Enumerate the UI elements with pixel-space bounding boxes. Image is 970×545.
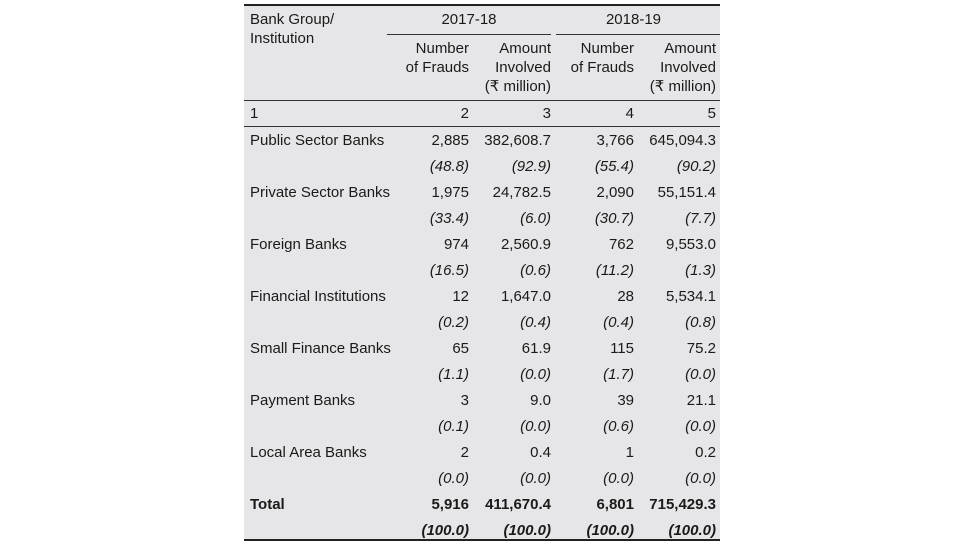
year-header-2018-19: 2018-19 — [605, 11, 662, 28]
percent-cell: (1.7) — [603, 366, 634, 383]
percent-cell: (0.0) — [438, 470, 469, 487]
bank-group-header: Bank Group/ Institution — [250, 11, 335, 47]
percent-cell: (6.0) — [520, 210, 551, 227]
row-label-payment-banks: Payment Banks — [250, 392, 356, 409]
year-header-2017-18: 2017-18 — [441, 11, 497, 28]
percent-cell: (1.1) — [438, 366, 469, 383]
row-label-small-finance-banks: Small Finance Banks — [250, 340, 391, 357]
percent-cell: (0.0) — [685, 366, 716, 383]
total-cell: 411,670.4 — [485, 496, 551, 513]
percent-cell: (33.4) — [429, 210, 469, 227]
total-cell: 5,916 — [431, 496, 469, 513]
total-percent-cell: (100.0) — [586, 522, 634, 539]
table-cell: 3,766 — [596, 132, 634, 149]
table-cell: 382,608.7 — [484, 132, 551, 149]
percent-cell: (7.7) — [685, 210, 716, 227]
table-cell: 115 — [610, 340, 634, 357]
table-cell: 12 — [452, 288, 469, 305]
col-number-rule — [244, 126, 720, 127]
col-number: 2 — [460, 105, 469, 122]
number-of-frauds-header: Number of Frauds — [570, 40, 634, 76]
row-label-local-area-banks: Local Area Banks — [250, 444, 367, 461]
row-label-private-sector-banks: Private Sector Banks — [250, 184, 391, 201]
table-cell: 61.9 — [521, 340, 551, 357]
total-percent-cell: (100.0) — [503, 522, 551, 539]
percent-cell: (0.0) — [685, 470, 716, 487]
percent-cell: (90.2) — [676, 158, 716, 175]
table-cell: 5,534.1 — [665, 288, 716, 305]
table-cell: 3 — [460, 392, 469, 409]
top-rule — [244, 4, 720, 6]
amount-involved-header: Amount Involved (₹ million) — [649, 40, 716, 95]
header-rule — [244, 100, 720, 101]
percent-cell: (1.3) — [685, 262, 716, 279]
table-cell: 645,094.3 — [649, 132, 716, 149]
number-of-frauds-header: Number of Frauds — [405, 40, 469, 76]
col-number: 3 — [542, 105, 551, 122]
percent-cell: (0.0) — [685, 418, 716, 435]
percent-cell: (0.2) — [438, 314, 469, 331]
table-cell: 9.0 — [530, 392, 551, 409]
percent-cell: (0.0) — [520, 418, 551, 435]
total-cell: 6,801 — [596, 496, 634, 513]
percent-cell: (55.4) — [594, 158, 634, 175]
fraud-table — [244, 4, 720, 541]
percent-cell: (16.5) — [429, 262, 469, 279]
percent-cell: (0.1) — [438, 418, 469, 435]
row-label-total: Total — [250, 496, 285, 513]
table-cell: 39 — [617, 392, 634, 409]
percent-cell: (0.4) — [603, 314, 634, 331]
total-cell: 715,429.3 — [649, 496, 716, 513]
table-cell: 0.4 — [530, 444, 551, 461]
table-cell: 2,090 — [596, 184, 634, 201]
col-number: 1 — [250, 105, 259, 122]
table-cell: 9,553.0 — [665, 236, 716, 253]
row-label-public-sector-banks: Public Sector Banks — [250, 132, 385, 149]
table-cell: 1,647.0 — [500, 288, 551, 305]
table-cell: 2,885 — [431, 132, 469, 149]
year-underline-2017-18 — [387, 34, 551, 35]
year-underline-2018-19 — [556, 34, 720, 35]
row-label-foreign-banks: Foreign Banks — [250, 236, 347, 253]
percent-cell: (30.7) — [594, 210, 634, 227]
table-cell: 75.2 — [686, 340, 716, 357]
table-cell: 2 — [460, 444, 469, 461]
table-cell: 55,151.4 — [657, 184, 716, 201]
percent-cell: (0.0) — [603, 470, 634, 487]
percent-cell: (0.8) — [685, 314, 716, 331]
col-number: 5 — [707, 105, 716, 122]
percent-cell: (0.0) — [520, 470, 551, 487]
total-percent-cell: (100.0) — [421, 522, 469, 539]
table-cell: 1 — [625, 444, 634, 461]
table-cell: 762 — [608, 236, 634, 253]
percent-cell: (0.6) — [603, 418, 634, 435]
percent-cell: (0.4) — [520, 314, 551, 331]
percent-cell: (48.8) — [429, 158, 469, 175]
table-cell: 21.1 — [686, 392, 716, 409]
table-cell: 65 — [452, 340, 469, 357]
table-cell: 28 — [617, 288, 634, 305]
table-cell: 1,975 — [431, 184, 469, 201]
total-percent-cell: (100.0) — [668, 522, 716, 539]
table-cell: 974 — [443, 236, 469, 253]
bottom-rule — [244, 539, 720, 541]
percent-cell: (11.2) — [595, 262, 634, 279]
table-cell: 2,560.9 — [500, 236, 551, 253]
col-number: 4 — [625, 105, 634, 122]
percent-cell: (0.0) — [520, 366, 551, 383]
row-label-financial-institutions: Financial Institutions — [250, 288, 386, 305]
amount-involved-header: Amount Involved (₹ million) — [484, 40, 551, 95]
percent-cell: (92.9) — [511, 158, 551, 175]
percent-cell: (0.6) — [520, 262, 551, 279]
table-cell: 24,782.5 — [492, 184, 551, 201]
table-cell: 0.2 — [695, 444, 716, 461]
